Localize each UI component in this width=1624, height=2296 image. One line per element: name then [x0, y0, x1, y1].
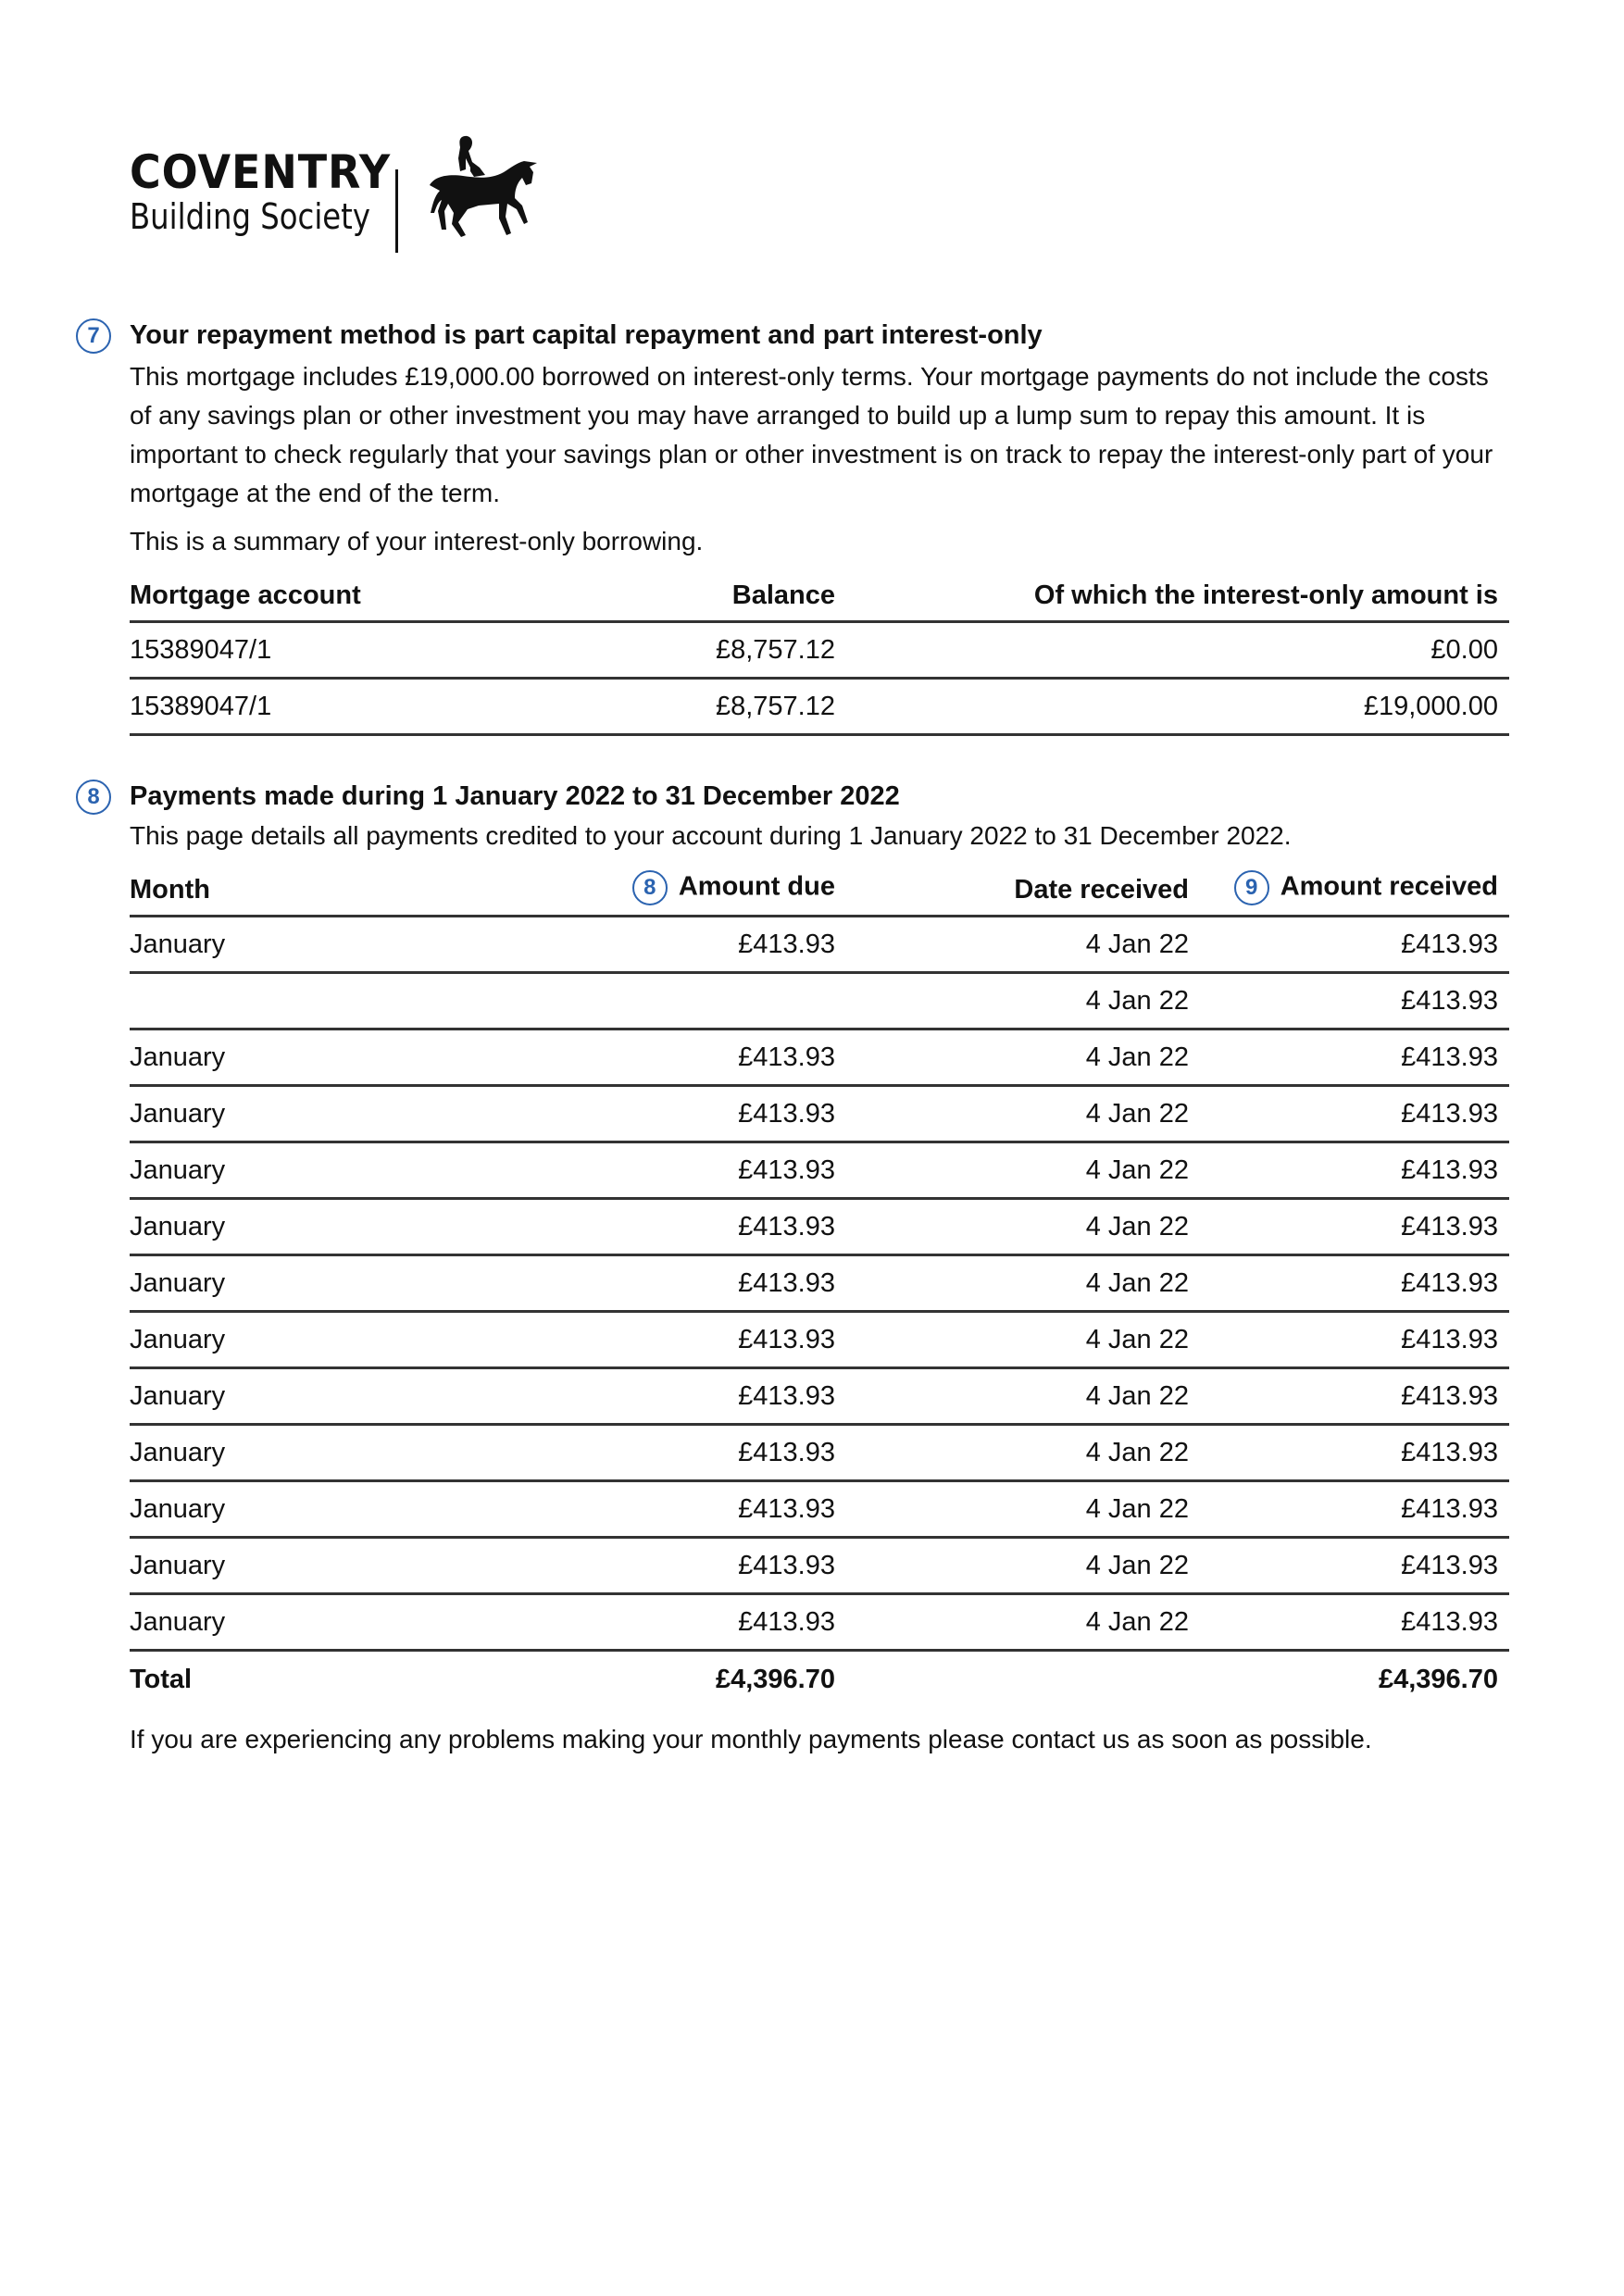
month: January [130, 1594, 585, 1651]
coventry-logo [130, 130, 541, 255]
table-row [130, 1368, 1509, 1425]
payments-body [130, 917, 1509, 1651]
col-date-received: Date received [846, 863, 1200, 917]
date-received: 4 Jan 22 [846, 917, 1200, 973]
table-row [130, 1255, 1509, 1312]
date-received: 4 Jan 22 [846, 1368, 1200, 1425]
col-month: Month [130, 863, 585, 917]
balance: £8,757.12 [622, 679, 846, 735]
month: January [130, 1029, 585, 1086]
amount-received: £413.93 [1200, 1538, 1509, 1594]
amount-received: £413.93 [1200, 973, 1509, 1029]
date-received: 4 Jan 22 [846, 1538, 1200, 1594]
month [130, 973, 585, 1029]
table-header-row [130, 568, 1509, 622]
account-number: 15389047/1 [130, 622, 622, 679]
amount-received-badge: 9 [1234, 870, 1269, 905]
amount-received: £413.93 [1200, 1312, 1509, 1368]
table-row [130, 1538, 1509, 1594]
table-row [130, 1425, 1509, 1481]
account-number: 15389047/1 [130, 679, 622, 735]
amount-due: £413.93 [585, 1425, 846, 1481]
table-row [130, 973, 1509, 1029]
date-received: 4 Jan 22 [846, 973, 1200, 1029]
col-interest-only-amount: Of which the interest-only amount is [846, 568, 1509, 622]
date-received: 4 Jan 22 [846, 1142, 1200, 1199]
month: January [130, 1255, 585, 1312]
amount-due: £413.93 [585, 917, 846, 973]
amount-received: £413.93 [1200, 1481, 1509, 1538]
date-received: 4 Jan 22 [846, 1086, 1200, 1142]
table-row [130, 1312, 1509, 1368]
col-amount-due [585, 863, 846, 917]
total-row [130, 1651, 1509, 1708]
table-row [130, 1029, 1509, 1086]
amount-due: £413.93 [585, 1368, 846, 1425]
section-8-heading: Payments made during 1 January 2022 to 31 December 2022 [130, 781, 900, 811]
section-7-heading: Your repayment method is part capital repayment and part interest-only [130, 320, 1043, 350]
amount-due: £413.93 [585, 1029, 846, 1086]
amount-received: £413.93 [1200, 1594, 1509, 1651]
col-amount-received [1200, 863, 1509, 917]
total-date-empty [846, 1651, 1200, 1708]
amount-received: £413.93 [1200, 917, 1509, 973]
month: January [130, 1368, 585, 1425]
month: January [130, 1142, 585, 1199]
amount-received-label: Amount received [1280, 871, 1498, 902]
total-label: Total [130, 1664, 193, 1694]
logo-brand: COVENTRY [130, 144, 392, 199]
logo-divider [395, 169, 398, 253]
payments-table [130, 863, 1509, 1707]
total-amount-due: £4,396.70 [715, 1664, 835, 1694]
table-row [130, 1086, 1509, 1142]
logo-subtitle: Building Society [130, 195, 370, 237]
horse-rider-icon [411, 130, 541, 255]
amount-received: £413.93 [1200, 1425, 1509, 1481]
amount-due: £413.93 [585, 1481, 846, 1538]
col-mortgage-account: Mortgage account [130, 568, 622, 622]
month: January [130, 1086, 585, 1142]
amount-received: £413.93 [1200, 1086, 1509, 1142]
payments-intro: This page details all payments credited to your account during 1 January 2022 to 31 December 2022. [130, 821, 1292, 850]
table-row [130, 679, 1509, 735]
amount-due: £413.93 [585, 1312, 846, 1368]
section-8-badge: 8 [76, 780, 111, 815]
table-row [130, 917, 1509, 973]
date-received: 4 Jan 22 [846, 1425, 1200, 1481]
amount-due: £413.93 [585, 1199, 846, 1255]
table-header-row [130, 863, 1509, 917]
month: January [130, 1481, 585, 1538]
table-row [130, 622, 1509, 679]
amount-due: £413.93 [585, 1594, 846, 1651]
balance: £8,757.12 [622, 622, 846, 679]
section-7-badge: 7 [76, 318, 111, 354]
month: January [130, 1199, 585, 1255]
amount-due: £413.93 [585, 1086, 846, 1142]
amount-due-label: Amount due [678, 871, 835, 902]
date-received: 4 Jan 22 [846, 1199, 1200, 1255]
date-received: 4 Jan 22 [846, 1029, 1200, 1086]
date-received: 4 Jan 22 [846, 1481, 1200, 1538]
interest-only-amount: £0.00 [846, 622, 1509, 679]
total-amount-received: £4,396.70 [1378, 1664, 1498, 1694]
amount-due-badge: 8 [632, 870, 668, 905]
payments-footer-note: If you are experiencing any problems making your monthly payments please contact us as soon as possible. [130, 1725, 1372, 1753]
month: January [130, 1538, 585, 1594]
amount-due [585, 973, 846, 1029]
amount-due: £413.93 [585, 1255, 846, 1312]
date-received: 4 Jan 22 [846, 1312, 1200, 1368]
table-row [130, 1142, 1509, 1199]
amount-received: £413.93 [1200, 1142, 1509, 1199]
amount-due: £413.93 [585, 1538, 846, 1594]
date-received: 4 Jan 22 [846, 1594, 1200, 1651]
amount-received: £413.93 [1200, 1199, 1509, 1255]
section-payments-made [130, 780, 1509, 1759]
amount-received: £413.93 [1200, 1368, 1509, 1425]
amount-received: £413.93 [1200, 1255, 1509, 1312]
month: January [130, 917, 585, 973]
interest-only-explanation: This mortgage includes £19,000.00 borrowed on interest-only terms. Your mortgage payments do not include the costs of any savings plan or other investment you may have arranged to build up a lump sum to repay this amount. It is important to check regularly that your savings plan or other investment is on track to repay the interest-only part of your mortgage at the end of the term. [130, 362, 1493, 507]
section-repayment-method [130, 318, 1509, 736]
summary-intro: This is a summary of your interest-only borrowing. [130, 527, 704, 555]
logo-wordmark [130, 144, 414, 237]
table-row [130, 1481, 1509, 1538]
amount-received: £413.93 [1200, 1029, 1509, 1086]
col-balance: Balance [622, 568, 846, 622]
table-row [130, 1199, 1509, 1255]
month: January [130, 1425, 585, 1481]
interest-only-summary-table [130, 568, 1509, 736]
date-received: 4 Jan 22 [846, 1255, 1200, 1312]
amount-due: £413.93 [585, 1142, 846, 1199]
table-row [130, 1594, 1509, 1651]
interest-only-amount: £19,000.00 [846, 679, 1509, 735]
month: January [130, 1312, 585, 1368]
